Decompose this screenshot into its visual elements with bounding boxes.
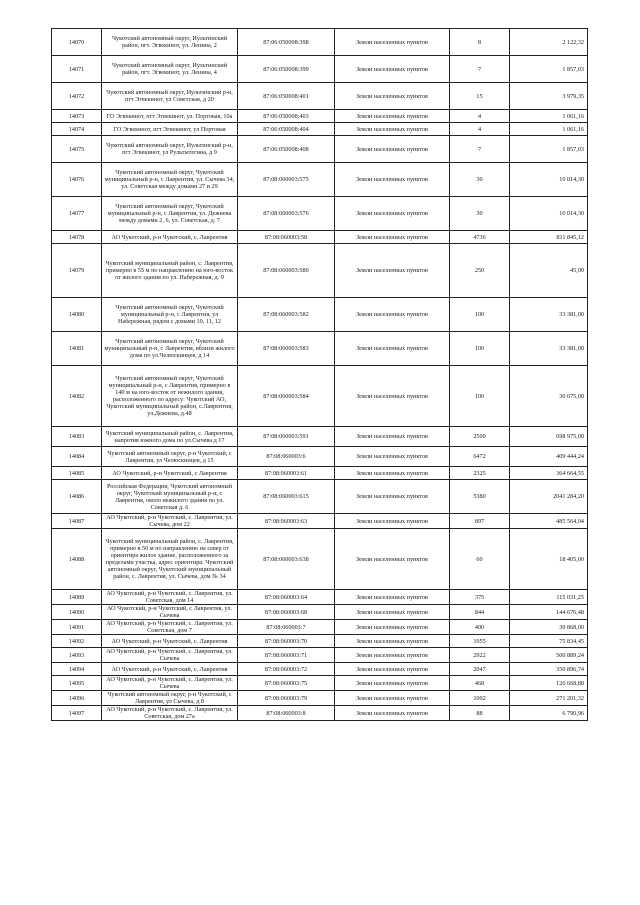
- cell-area: 2922: [450, 648, 510, 663]
- cell-cat: Земли населенных пунктов: [335, 244, 450, 298]
- cell-area: 7: [450, 56, 510, 83]
- cell-cat: Земли населенных пунктов: [335, 136, 450, 163]
- cell-val: 2 122,32: [510, 29, 588, 56]
- cell-num: 14084: [52, 447, 102, 467]
- table-row: [52, 123, 588, 136]
- table-body: [52, 29, 588, 721]
- cell-addr: АО Чукотский, р-н Чукотский, с. Лаврентия: [102, 231, 238, 244]
- cell-cat: Земли населенных пунктов: [335, 123, 450, 136]
- cell-area: 8: [450, 29, 510, 56]
- table-row: [52, 676, 588, 691]
- cell-cat: Земли населенных пунктов: [335, 231, 450, 244]
- cell-val: 10 014,30: [510, 197, 588, 231]
- cell-cad: 87:08:060003:79: [238, 691, 335, 706]
- cell-val: 500 889,24: [510, 648, 588, 663]
- cell-val: 1 857,03: [510, 136, 588, 163]
- cell-val: 30 868,00: [510, 620, 588, 635]
- cell-cad: 87:08:060003:61: [238, 467, 335, 480]
- cell-addr: Чукотский автономный округ, Чукотский муниципальный р-н, с Лаврентия, вблизи жилого дома по ул.Челюскинцев, д 14: [102, 332, 238, 366]
- cell-cat: Земли населенных пунктов: [335, 332, 450, 366]
- cell-cat: Земли населенных пунктов: [335, 110, 450, 123]
- cell-num: 14090: [52, 605, 102, 620]
- land-registry-table: [51, 28, 588, 721]
- cell-area: 60: [450, 529, 510, 590]
- cell-val: 698 975,00: [510, 427, 588, 447]
- cell-val: 144 676,48: [510, 605, 588, 620]
- table-row: [52, 110, 588, 123]
- cell-cat: Земли населенных пунктов: [335, 663, 450, 676]
- cell-num: 14075: [52, 136, 102, 163]
- table-row: [52, 298, 588, 332]
- cell-val: 115 031,25: [510, 590, 588, 605]
- cell-cad: 87:08:060003:64: [238, 590, 335, 605]
- cell-num: 14097: [52, 706, 102, 721]
- cell-addr: Чукотский автономный округ, Иультинский р-н, пгт Эгвекинот, ул Рультытегина, д 9: [102, 136, 238, 163]
- cell-area: 5380: [450, 480, 510, 514]
- cell-addr: АО Чукотский, р-н Чукотский, с. Лаврентия, ул. Сычева: [102, 648, 238, 663]
- table-row: [52, 83, 588, 110]
- cell-cad: 87:08:060003:68: [238, 605, 335, 620]
- table-row: [52, 136, 588, 163]
- cell-area: 100: [450, 366, 510, 427]
- table-row: [52, 29, 588, 56]
- cell-area: 375: [450, 590, 510, 605]
- cell-area: 1002: [450, 691, 510, 706]
- cell-val: 33 381,00: [510, 298, 588, 332]
- cell-area: 844: [450, 605, 510, 620]
- cell-area: 400: [450, 620, 510, 635]
- cell-addr: Чукотский автономный округ, Чукотский муниципальный р-н, с Лаврентия, ул. Сычева 34, ул. Советская между домами 27 и 29: [102, 163, 238, 197]
- table-row: [52, 163, 588, 197]
- cell-num: 14078: [52, 231, 102, 244]
- cell-cad: 87:08:060003:70: [238, 635, 335, 648]
- cell-addr: Чукотский автономный округ, Иультинский район, пгт. Эгвекинот, ул. Ленина, 2: [102, 29, 238, 56]
- cell-val: 126 668,88: [510, 676, 588, 691]
- cell-addr: АО Чукотский, р-н Чукотский, с. Лаврентия, ул. Советская, дом 7: [102, 620, 238, 635]
- cell-cad: 87:08:060003:6: [238, 447, 335, 467]
- cell-num: 14088: [52, 529, 102, 590]
- cell-cad: 87:08:060003:591: [238, 427, 335, 447]
- cell-area: 88: [450, 706, 510, 721]
- table-row: [52, 447, 588, 467]
- cell-num: 14074: [52, 123, 102, 136]
- cell-cad: 87:06:050008:403: [238, 110, 335, 123]
- cell-num: 14076: [52, 163, 102, 197]
- cell-num: 14086: [52, 480, 102, 514]
- cell-cad: 87:06:050008:404: [238, 123, 335, 136]
- cell-num: 14082: [52, 366, 102, 427]
- cell-area: 6472: [450, 447, 510, 467]
- cell-area: 897: [450, 514, 510, 529]
- cell-cad: 87:08:060003:72: [238, 663, 335, 676]
- cell-cat: Земли населенных пунктов: [335, 590, 450, 605]
- cell-cat: Земли населенных пунктов: [335, 514, 450, 529]
- cell-addr: Чукотский автономный округ, Иультинский р-н, пгт Эгвекинот, ул Советская, д 20: [102, 83, 238, 110]
- cell-val: 350 896,74: [510, 663, 588, 676]
- cell-cad: 87:08:060003:584: [238, 366, 335, 427]
- cell-area: 30: [450, 163, 510, 197]
- cell-addr: Чукотский автономный округ, Чукотский муниципальный р-н, с Лаврентия, примерно в 140 м на юго-восток от нежилого здания, расположенного по адресу: Чукотский АО, Чукотский муниципальный район, с.Лаврентия, ул.Дежнева, д.48: [102, 366, 238, 427]
- table-row: [52, 648, 588, 663]
- cell-val: 811 845,12: [510, 231, 588, 244]
- cell-cat: Земли населенных пунктов: [335, 366, 450, 427]
- cell-num: 14087: [52, 514, 102, 529]
- cell-cat: Земли населенных пунктов: [335, 197, 450, 231]
- cell-cat: Земли населенных пунктов: [335, 427, 450, 447]
- cell-cad: 87:08:060003:575: [238, 163, 335, 197]
- table-row: [52, 514, 588, 529]
- cell-cat: Земли населенных пунктов: [335, 648, 450, 663]
- cell-cat: Земли населенных пунктов: [335, 56, 450, 83]
- table-row: [52, 56, 588, 83]
- cell-area: 100: [450, 332, 510, 366]
- cell-cad: 87:06:050008:399: [238, 56, 335, 83]
- cell-area: 2047: [450, 663, 510, 676]
- cell-addr: АО Чукотский, р-н Чукотский, с. Лаврентия: [102, 635, 238, 648]
- cell-num: 14091: [52, 620, 102, 635]
- cell-addr: АО Чукотский, р-н Чукотский, с. Лаврентия, ул. Советская, дом 27а: [102, 706, 238, 721]
- table-row: [52, 427, 588, 447]
- cell-cad: 87:08:060003:576: [238, 197, 335, 231]
- table-row: [52, 244, 588, 298]
- cell-area: 1955: [450, 635, 510, 648]
- cell-cad: 87:08:060003:8: [238, 706, 335, 721]
- cell-addr: Российская Федерация, Чукотский автономный округ, Чукотский муниципальный р-н, с Лаврентия, около нежилого здания по ул. Советская д. 6: [102, 480, 238, 514]
- cell-cad: 87:08:060003:63: [238, 514, 335, 529]
- table-row: [52, 605, 588, 620]
- cell-area: 7: [450, 136, 510, 163]
- cell-num: 14093: [52, 648, 102, 663]
- cell-cat: Земли населенных пунктов: [335, 298, 450, 332]
- cell-addr: АО Чукотский, р-н Чукотский, с Лаврентия, ул. Сычева: [102, 605, 238, 620]
- cell-area: 4: [450, 123, 510, 136]
- cell-cat: Земли населенных пунктов: [335, 635, 450, 648]
- cell-addr: Чукотский автономный округ, р-н Чукотский, с Лаврентия, ул Челюскинцев, д 15: [102, 447, 238, 467]
- cell-val: 30 675,00: [510, 366, 588, 427]
- cell-val: 10 014,30: [510, 163, 588, 197]
- table-row: [52, 231, 588, 244]
- cell-val: 485 564,04: [510, 514, 588, 529]
- cell-val: 6 790,96: [510, 706, 588, 721]
- cell-num: 14083: [52, 427, 102, 447]
- cell-addr: ГО Эгвекинот, пгт Эгвекинот, ул. Портовая, 10а: [102, 110, 238, 123]
- document-page: [51, 28, 587, 721]
- cell-cad: 87:08:060003:7: [238, 620, 335, 635]
- cell-val: 75 834,45: [510, 635, 588, 648]
- cell-val: 271 201,32: [510, 691, 588, 706]
- cell-num: 14092: [52, 635, 102, 648]
- cell-val: 2041 284,20: [510, 480, 588, 514]
- table-row: [52, 480, 588, 514]
- table-row: [52, 691, 588, 706]
- cell-area: 2325: [450, 467, 510, 480]
- cell-area: 4: [450, 110, 510, 123]
- cell-area: 4736: [450, 231, 510, 244]
- cell-cad: 87:08:060003:583: [238, 332, 335, 366]
- cell-addr: Чукотский муниципальный район, с. Лаврентия, примерно в 50 м по направлению на север от ориентира жилое здание, расположенного за пределами участка, адрес ориентира: Чукотский автономный округ, Чукотский муниципальный район, с. Лаврентия, ул. Сычева, дом № 34: [102, 529, 238, 590]
- cell-addr: Чукотский автономный округ, Чукотский муниципальный р-н, с Лаврентия, ул. Дежнева между домами 2, 6, ул. Советская, д. 7: [102, 197, 238, 231]
- cell-addr: Чукотский автономный округ, р-н Чукотский, с Лаврентия, ул Сычева, д 8: [102, 691, 238, 706]
- cell-cat: Земли населенных пунктов: [335, 447, 450, 467]
- table-row: [52, 197, 588, 231]
- cell-area: 2500: [450, 427, 510, 447]
- table-row: [52, 332, 588, 366]
- cell-cad: 87:08:060003:58: [238, 231, 335, 244]
- cell-area: 30: [450, 197, 510, 231]
- table-row: [52, 529, 588, 590]
- cell-num: 14094: [52, 663, 102, 676]
- cell-cad: 87:06:050008:398: [238, 29, 335, 56]
- cell-num: 14081: [52, 332, 102, 366]
- cell-cat: Земли населенных пунктов: [335, 691, 450, 706]
- table-row: [52, 467, 588, 480]
- cell-cat: Земли населенных пунктов: [335, 467, 450, 480]
- cell-area: 100: [450, 298, 510, 332]
- cell-num: 14085: [52, 467, 102, 480]
- cell-addr: АО Чукотский, р-н Чукотский, с. Лаврентия, ул. Советская, дом 14: [102, 590, 238, 605]
- cell-cat: Земли населенных пунктов: [335, 163, 450, 197]
- cell-cad: 87:08:060003:71: [238, 648, 335, 663]
- cell-addr: АО Чукотский, р-н Чукотский, с. Лаврентия, ул. Сычева: [102, 676, 238, 691]
- cell-cad: 87:06:050008:408: [238, 136, 335, 163]
- cell-addr: Чукотский муниципальный район, с. Лаврентия, примерно в 55 м по направлению на юго-восток от жилого здания по ул. Набережная, д. 9: [102, 244, 238, 298]
- cell-val: 18 405,00: [510, 529, 588, 590]
- cell-cat: Земли населенных пунктов: [335, 529, 450, 590]
- cell-num: 14072: [52, 83, 102, 110]
- cell-num: 14095: [52, 676, 102, 691]
- cell-cad: 87:08:060003:582: [238, 298, 335, 332]
- table-row: [52, 620, 588, 635]
- cell-num: 14089: [52, 590, 102, 605]
- cell-cad: 87:08:060003:615: [238, 480, 335, 514]
- cell-num: 14071: [52, 56, 102, 83]
- cell-area: 15: [450, 83, 510, 110]
- cell-addr: АО Чукотский, р-н Чукотский, с. Лаврентия, ул. Сычева, дом 22: [102, 514, 238, 529]
- cell-cat: Земли населенных пунктов: [335, 605, 450, 620]
- cell-addr: Чукотский автономный округ, Чукотский муниципальный р-н, с Лаврентия, ул Набережная, рядом с домами 10, 11, 12: [102, 298, 238, 332]
- cell-val: 1 061,16: [510, 110, 588, 123]
- cell-cat: Земли населенных пунктов: [335, 676, 450, 691]
- table-row: [52, 706, 588, 721]
- cell-addr: Чукотский автономный округ, Иультинский район, пгт. Эгвекинот, ул. Ленина, 4: [102, 56, 238, 83]
- cell-cad: 87:08:060003:638: [238, 529, 335, 590]
- table-row: [52, 635, 588, 648]
- table-row: [52, 366, 588, 427]
- cell-addr: Чукотский муниципальный район, с. Лаврентия, напротив южного дома по ул.Сычева д 17: [102, 427, 238, 447]
- table-row: [52, 590, 588, 605]
- cell-cad: 87:08:060003:580: [238, 244, 335, 298]
- cell-addr: АО Чукотский, р-н Чукотский, с. Лаврентия: [102, 663, 238, 676]
- cell-num: 14070: [52, 29, 102, 56]
- cell-num: 14073: [52, 110, 102, 123]
- cell-num: 14080: [52, 298, 102, 332]
- cell-cat: Земли населенных пунктов: [335, 620, 450, 635]
- cell-num: 14079: [52, 244, 102, 298]
- cell-val: 45,00: [510, 244, 588, 298]
- cell-area: 468: [450, 676, 510, 691]
- cell-cat: Земли населенных пунктов: [335, 706, 450, 721]
- table-row: [52, 663, 588, 676]
- cell-val: 409 444,24: [510, 447, 588, 467]
- cell-val: 1 857,03: [510, 56, 588, 83]
- cell-cat: Земли населенных пунктов: [335, 83, 450, 110]
- cell-area: 250: [450, 244, 510, 298]
- cell-cat: Земли населенных пунктов: [335, 29, 450, 56]
- cell-num: 14077: [52, 197, 102, 231]
- cell-cad: 87:08:060003:75: [238, 676, 335, 691]
- cell-val: 1 061,16: [510, 123, 588, 136]
- cell-val: 364 664,55: [510, 467, 588, 480]
- cell-num: 14096: [52, 691, 102, 706]
- cell-addr: ГО Эгвекинот, пгт Эгвекинот, ул Портовая: [102, 123, 238, 136]
- cell-cat: Земли населенных пунктов: [335, 480, 450, 514]
- cell-val: 33 381,00: [510, 332, 588, 366]
- cell-cad: 87:06:050008:401: [238, 83, 335, 110]
- cell-addr: АО Чукотский, р-н Чукотский, с Лаврентия: [102, 467, 238, 480]
- cell-val: 3 979,35: [510, 83, 588, 110]
